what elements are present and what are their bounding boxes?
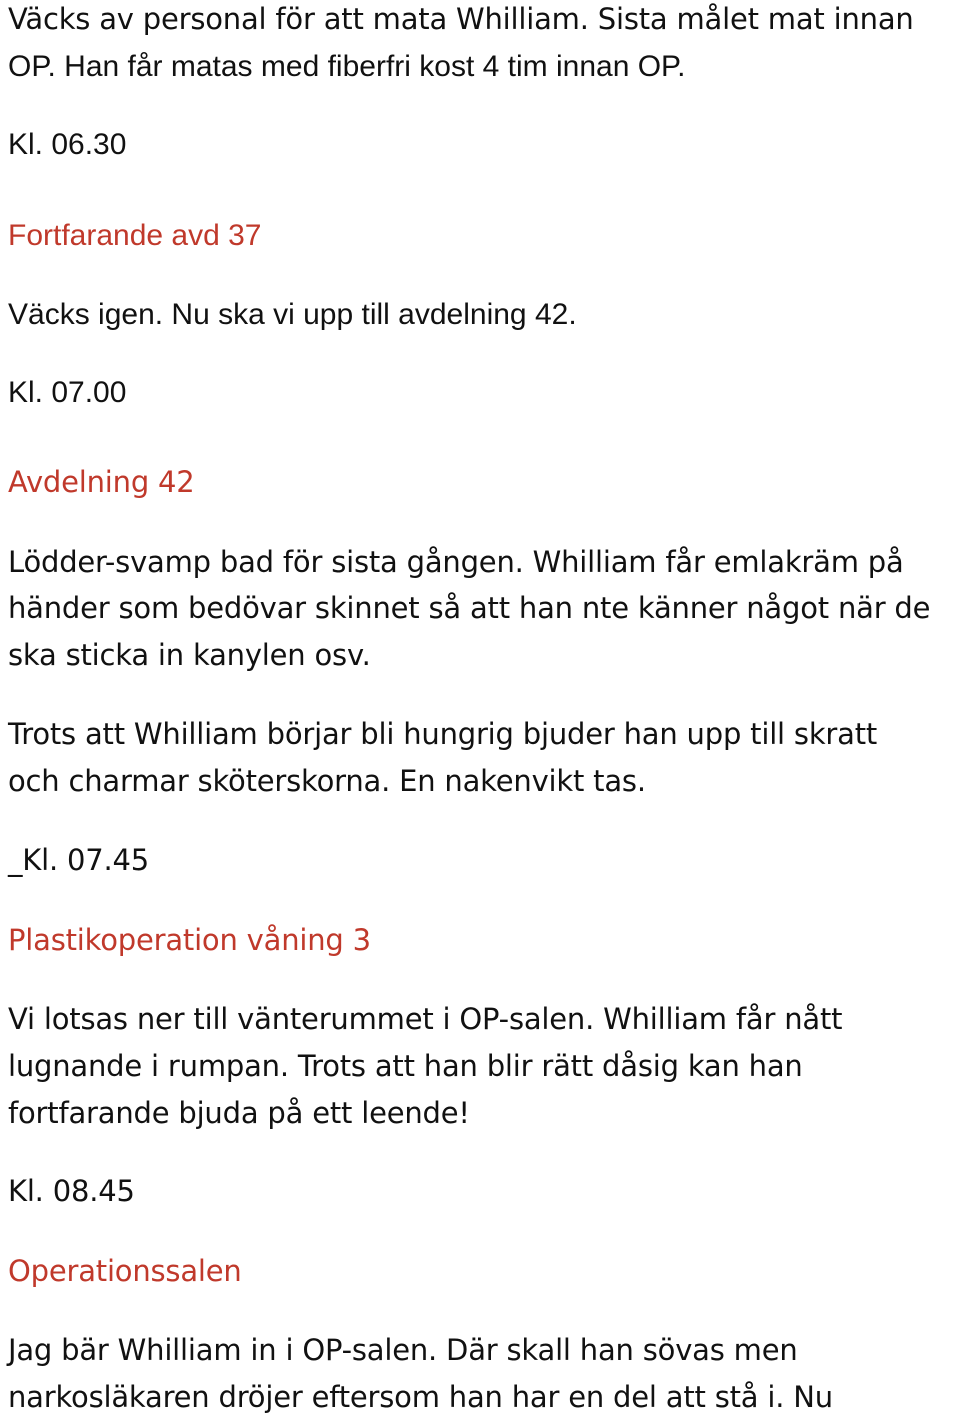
paragraph-bath-line-3: ska sticka in kanylen osv. bbox=[8, 638, 371, 672]
paragraph-hungry-line-1: Trots att Whilliam börjar bli hungrig bjuder han upp till skratt bbox=[8, 717, 878, 751]
paragraph-feeding-line-1: Väcks av personal för att mata Whilliam. Sista målet mat innan bbox=[8, 2, 914, 36]
paragraph-bath-line-2: händer som bedövar skinnet så att han nte känner något när de bbox=[8, 591, 931, 625]
time-0845: Kl. 08.45 bbox=[8, 1174, 135, 1208]
paragraph-waiting-line-1: Vi lotsas ner till vänterummet i OP-salen. Whilliam får nått bbox=[8, 1002, 843, 1036]
paragraph-waiting-line-2: lugnande i rumpan. Trots att han blir rätt dåsig kan han bbox=[8, 1049, 803, 1083]
paragraph-bath-line-1: Lödder-svamp bad för sista gången. Whilliam får emlakräm på bbox=[8, 545, 904, 579]
heading-avdelning-42: Avdelning 42 bbox=[8, 465, 195, 499]
paragraph-op-room-line-1: Jag bär Whilliam in i OP-salen. Där skall han sövas men bbox=[8, 1333, 798, 1367]
heading-fortfarande-avd-37: Fortfarande avd 37 bbox=[8, 219, 262, 252]
heading-plastikoperation: Plastikoperation våning 3 bbox=[8, 923, 371, 957]
paragraph-wake-again: Väcks igen. Nu ska vi upp till avdelning 42. bbox=[8, 298, 577, 331]
paragraph-op-room-line-2: narkosläkaren dröjer eftersom han har en del att stå i. Nu bbox=[8, 1380, 833, 1414]
heading-operationssalen: Operationssalen bbox=[8, 1254, 242, 1288]
paragraph-hungry-line-2: och charmar sköterskorna. En nakenvikt tas. bbox=[8, 764, 646, 798]
paragraph-waiting-line-3: fortfarande bjuda på ett leende! bbox=[8, 1096, 470, 1130]
time-0630: Kl. 06.30 bbox=[8, 128, 127, 161]
time-0745: _Kl. 07.45 bbox=[8, 843, 150, 877]
paragraph-feeding-line-2: OP. Han får matas med fiberfri kost 4 tim innan OP. bbox=[8, 50, 686, 83]
time-0700: Kl. 07.00 bbox=[8, 376, 127, 409]
